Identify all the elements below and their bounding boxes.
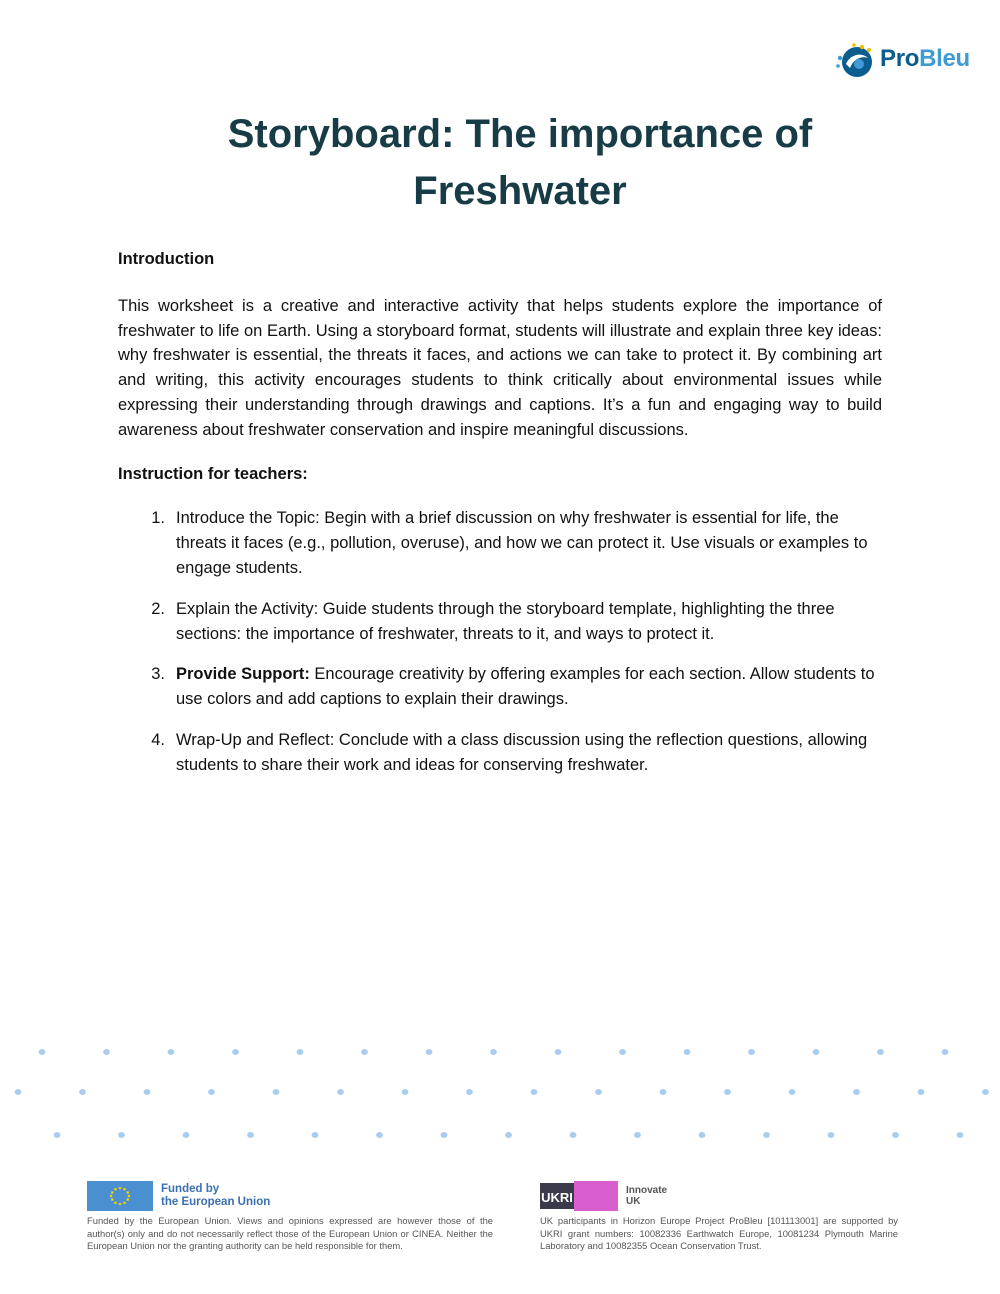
list-item-number: 3. <box>151 665 165 684</box>
innovate-uk-label <box>626 1185 667 1207</box>
probleu-wordmark <box>880 45 970 73</box>
ukri-logo <box>540 1181 618 1211</box>
title-line-1: Storyboard: The importance of <box>227 112 813 156</box>
decorative-dot <box>724 1089 731 1095</box>
list-item-body: Wrap-Up and Reflect: Conclude with a class discussion using the reflection questions, allowing students to share their work and ideas for conserving freshwater. <box>176 730 868 774</box>
decorative-dot <box>273 1089 280 1095</box>
list-item-number: 1. <box>151 509 165 528</box>
decorative-dot <box>942 1049 949 1055</box>
eu-flag-icon <box>87 1181 153 1211</box>
decorative-dot <box>39 1049 46 1055</box>
decorative-dot <box>595 1089 602 1095</box>
probleu-logo-icon <box>832 38 876 80</box>
introduction-paragraph: This worksheet is a creative and interactive activity that helps students explore the importance of freshwater to life on Earth. Using a storyboard format, students will illustrate and explain three key ideas: why freshwater is essential, the threats it faces, and actions we can take to protect it. By combining art and writing, this activity encourages students to think critically about environmental issues while expressing their understanding through drawings and captions. It’s a fun and engaging way to build awareness about freshwater conservation and inspire meaningful discussions. <box>118 296 882 439</box>
decorative-dot <box>361 1049 368 1055</box>
decorative-dot <box>426 1049 433 1055</box>
decorative-dot <box>531 1089 538 1095</box>
decorative-dot <box>918 1089 925 1095</box>
probleu-logo <box>832 38 970 80</box>
list-item <box>118 597 882 647</box>
eu-label-line-1: Funded by <box>161 1182 220 1195</box>
decorative-dot <box>208 1089 215 1095</box>
decorative-dot <box>699 1132 706 1138</box>
decorative-dot <box>789 1089 796 1095</box>
list-item-body: Encourage creativity by offering examples for each section. Allow students to use colors and add captions to explain their drawings. <box>176 665 875 709</box>
decorative-dot <box>232 1049 239 1055</box>
decorative-dot <box>957 1132 964 1138</box>
main-content <box>118 247 882 794</box>
decorative-dot <box>15 1089 22 1095</box>
decorative-dot <box>570 1132 577 1138</box>
decorative-dot <box>813 1049 820 1055</box>
decorative-dot <box>634 1132 641 1138</box>
decorative-dot <box>763 1132 770 1138</box>
list-item-text <box>176 597 876 647</box>
eu-disclaimer: Funded by the European Union. Views and opinions expressed are however those of the author(s) only and do not necessarily reflect those of the European Union or CINEA. Neither the European Union nor the granting authority can be held responsible for them. <box>87 1215 493 1251</box>
list-item-number: 2. <box>151 599 165 618</box>
decorative-dot <box>490 1049 497 1055</box>
list-item-text <box>176 728 876 778</box>
list-item <box>118 506 882 580</box>
uk-disclaimer: UK participants in Horizon Europe Project ProBleu [101113001] are supported by UKRI grant numbers: 10082336 Earthwatch Europe, 10081234 Plymouth Marine Laboratory and 10082355 Ocean Conservation Trust. <box>540 1215 898 1251</box>
decorative-dot <box>555 1049 562 1055</box>
logo-text-pro: Pro <box>880 45 920 72</box>
decorative-dot <box>144 1089 151 1095</box>
list-item-number: 4. <box>151 730 165 749</box>
title-line-2: Freshwater <box>413 169 627 213</box>
decorative-dot <box>684 1049 691 1055</box>
eu-funded-label <box>161 1183 270 1209</box>
logo-text-bleu: Bleu <box>919 45 970 72</box>
decorative-dot <box>376 1132 383 1138</box>
decorative-dot <box>877 1049 884 1055</box>
list-item-text <box>176 506 876 580</box>
innovate-line-1: Innovate <box>626 1184 668 1196</box>
instructions-list <box>118 506 882 777</box>
instructions-heading: Instruction for teachers: <box>118 464 308 483</box>
decorative-dot <box>619 1049 626 1055</box>
decorative-dot <box>892 1132 899 1138</box>
list-item <box>118 728 882 778</box>
decorative-dot <box>660 1089 667 1095</box>
decorative-dot <box>337 1089 344 1095</box>
decorative-dot <box>247 1132 254 1138</box>
list-item-text <box>176 662 876 712</box>
decorative-dot <box>54 1132 61 1138</box>
list-item <box>118 662 882 712</box>
decorative-dot <box>183 1132 190 1138</box>
eu-label-line-2: the European Union <box>161 1195 271 1208</box>
decorative-dot <box>79 1089 86 1095</box>
decorative-dot <box>828 1132 835 1138</box>
decorative-dot <box>982 1089 989 1095</box>
list-item-lead: Provide Support: <box>176 665 310 684</box>
ukri-logo-text: UKRI <box>541 1189 573 1205</box>
list-item-body: Explain the Activity: Guide students through the storyboard template, highlighting the three sections: the importance of freshwater, threats to it, and ways to protect it. <box>176 599 835 643</box>
decorative-dots-pattern <box>0 1035 1000 1155</box>
page-title <box>130 106 910 220</box>
innovate-line-2: UK <box>626 1195 641 1207</box>
decorative-dot <box>402 1089 409 1095</box>
eu-funding-block <box>87 1179 493 1253</box>
decorative-dot <box>312 1132 319 1138</box>
decorative-dot <box>505 1132 512 1138</box>
ukri-funding-block <box>540 1179 898 1253</box>
decorative-dot <box>748 1049 755 1055</box>
decorative-dot <box>441 1132 448 1138</box>
list-item-body: Introduce the Topic: Begin with a brief discussion on why freshwater is essential for life, the threats it faces (e.g., pollution, overuse), and how we can protect it. Use visuals or examples to engage students. <box>176 509 868 577</box>
introduction-heading: Introduction <box>118 250 215 268</box>
decorative-dot <box>297 1049 304 1055</box>
decorative-dot <box>103 1049 110 1055</box>
decorative-dot <box>466 1089 473 1095</box>
decorative-dot <box>118 1132 125 1138</box>
decorative-dot <box>853 1089 860 1095</box>
decorative-dot <box>168 1049 175 1055</box>
